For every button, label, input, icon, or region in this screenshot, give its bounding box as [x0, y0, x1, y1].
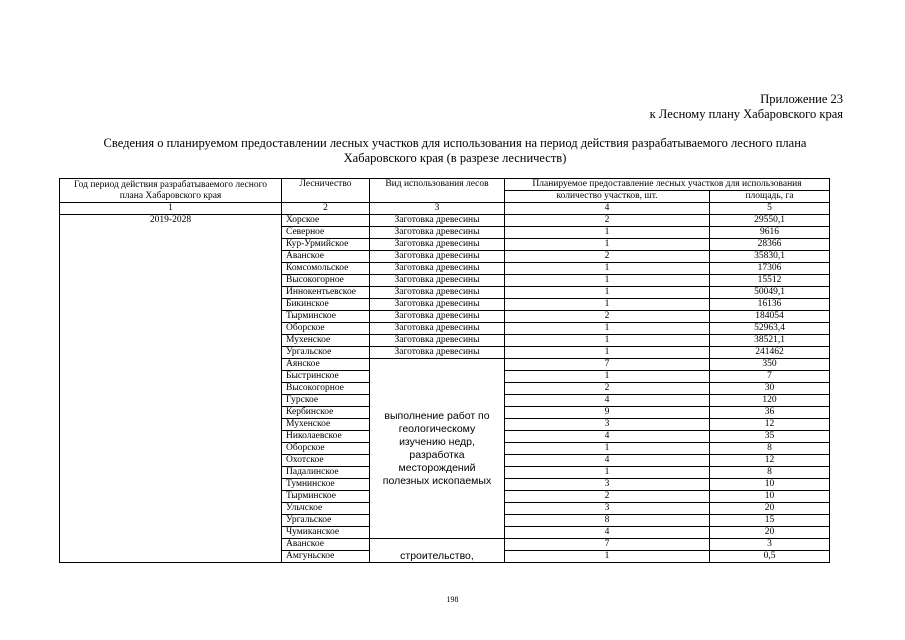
forest-plots-table — [59, 178, 830, 563]
forestry-cell: Кур-Урмийское — [282, 239, 370, 251]
appendix-line-1: Приложение 23 — [760, 92, 843, 106]
count-cell: 1 — [505, 551, 710, 563]
area-cell: 35 — [710, 431, 830, 443]
count-cell: 2 — [505, 311, 710, 323]
forestry-cell: Тырминское — [282, 491, 370, 503]
document-title — [60, 136, 850, 166]
count-cell: 1 — [505, 239, 710, 251]
forestry-cell: Оборское — [282, 443, 370, 455]
use-cell: Заготовка древесины — [370, 287, 505, 299]
count-cell: 2 — [505, 215, 710, 227]
count-cell: 8 — [505, 515, 710, 527]
use-cell: Заготовка древесины — [370, 299, 505, 311]
count-cell: 1 — [505, 263, 710, 275]
table-row — [60, 215, 830, 227]
area-cell: 50049,1 — [710, 287, 830, 299]
count-cell: 1 — [505, 371, 710, 383]
forestry-cell: Быстринское — [282, 371, 370, 383]
area-cell: 38521,1 — [710, 335, 830, 347]
col-number: 1 — [60, 203, 282, 215]
forestry-cell: Чумиканское — [282, 527, 370, 539]
forestry-cell: Северное — [282, 227, 370, 239]
col-number: 4 — [505, 203, 710, 215]
count-cell: 4 — [505, 395, 710, 407]
area-cell: 17306 — [710, 263, 830, 275]
header-area: площадь, га — [710, 191, 830, 203]
header-count: количество участков, шт. — [505, 191, 710, 203]
area-cell: 9616 — [710, 227, 830, 239]
count-cell: 2 — [505, 491, 710, 503]
area-cell: 3 — [710, 539, 830, 551]
area-cell: 52963,4 — [710, 323, 830, 335]
area-cell: 15512 — [710, 275, 830, 287]
forestry-cell: Высокогорное — [282, 383, 370, 395]
col-number: 5 — [710, 203, 830, 215]
forestry-cell: Оборское — [282, 323, 370, 335]
count-cell: 9 — [505, 407, 710, 419]
area-cell: 120 — [710, 395, 830, 407]
area-cell: 10 — [710, 479, 830, 491]
use-cell: Заготовка древесины — [370, 215, 505, 227]
forestry-cell: Ургальское — [282, 347, 370, 359]
use-cell: Заготовка древесины — [370, 251, 505, 263]
forestry-cell: Гурское — [282, 395, 370, 407]
count-cell: 3 — [505, 419, 710, 431]
count-cell: 1 — [505, 335, 710, 347]
count-cell: 7 — [505, 359, 710, 371]
count-cell: 1 — [505, 347, 710, 359]
forestry-cell: Бикинское — [282, 299, 370, 311]
use-cell: Заготовка древесины — [370, 227, 505, 239]
forestry-cell: Мухенское — [282, 419, 370, 431]
use-cell: Заготовка древесины — [370, 275, 505, 287]
use-cell: Заготовка древесины — [370, 335, 505, 347]
area-cell: 29550,1 — [710, 215, 830, 227]
appendix-note — [650, 92, 843, 122]
count-cell: 3 — [505, 479, 710, 491]
area-cell: 15 — [710, 515, 830, 527]
use-cell: Заготовка древесины — [370, 347, 505, 359]
use-cell: Заготовка древесины — [370, 323, 505, 335]
forestry-cell: Аванское — [282, 251, 370, 263]
area-cell: 36 — [710, 407, 830, 419]
count-cell: 3 — [505, 503, 710, 515]
forestry-cell: Ульчское — [282, 503, 370, 515]
area-cell: 184054 — [710, 311, 830, 323]
area-cell: 241462 — [710, 347, 830, 359]
area-cell: 10 — [710, 491, 830, 503]
appendix-line-2: к Лесному плану Хабаровского края — [649, 107, 843, 121]
area-cell: 350 — [710, 359, 830, 371]
use-cell: строительство, — [370, 539, 505, 563]
use-cell: выполнение работ по геологическому изучению недр, разработка месторождений полезных ископаемых — [370, 359, 505, 539]
forestry-cell: Аванское — [282, 539, 370, 551]
count-cell: 1 — [505, 299, 710, 311]
count-cell: 7 — [505, 539, 710, 551]
use-cell: Заготовка древесины — [370, 263, 505, 275]
column-number-row — [60, 203, 830, 215]
area-cell: 16136 — [710, 299, 830, 311]
forestry-cell: Хорское — [282, 215, 370, 227]
area-cell: 20 — [710, 527, 830, 539]
count-cell: 1 — [505, 227, 710, 239]
area-cell: 20 — [710, 503, 830, 515]
count-cell: 1 — [505, 287, 710, 299]
forestry-cell: Охотское — [282, 455, 370, 467]
count-cell: 1 — [505, 323, 710, 335]
header-row — [60, 179, 830, 191]
count-cell: 1 — [505, 275, 710, 287]
header-period: Год период действия разрабатываемого лесного плана Хабаровского края — [60, 179, 282, 203]
area-cell: 12 — [710, 419, 830, 431]
area-cell: 8 — [710, 443, 830, 455]
forestry-cell: Кербинское — [282, 407, 370, 419]
col-number: 3 — [370, 203, 505, 215]
period-cell: 2019-2028 — [60, 215, 282, 563]
area-cell: 12 — [710, 455, 830, 467]
count-cell: 2 — [505, 251, 710, 263]
header-forestry: Лесничество — [282, 179, 370, 203]
title-line-1: Сведения о планируемом предоставлении лесных участков для использования на период действия разрабатываемого лесного плана — [103, 136, 807, 150]
header-planned: Планируемое предоставление лесных участков для использования — [505, 179, 830, 191]
forestry-cell: Падалинское — [282, 467, 370, 479]
forestry-cell: Тырминское — [282, 311, 370, 323]
area-cell: 8 — [710, 467, 830, 479]
forestry-cell: Высокогорное — [282, 275, 370, 287]
forestry-cell: Николаевское — [282, 431, 370, 443]
area-cell: 35830,1 — [710, 251, 830, 263]
forestry-cell: Тумнинское — [282, 479, 370, 491]
forestry-cell: Ургальское — [282, 515, 370, 527]
area-cell: 28366 — [710, 239, 830, 251]
title-line-2: Хабаровского края (в разрезе лесничеств) — [343, 151, 567, 165]
header-use: Вид использования лесов — [370, 179, 505, 203]
use-cell: Заготовка древесины — [370, 311, 505, 323]
count-cell: 4 — [505, 455, 710, 467]
use-cell: Заготовка древесины — [370, 239, 505, 251]
forestry-cell: Аянское — [282, 359, 370, 371]
forestry-cell: Комсомольское — [282, 263, 370, 275]
page-number: 198 — [446, 595, 459, 604]
col-number: 2 — [282, 203, 370, 215]
count-cell: 1 — [505, 443, 710, 455]
count-cell: 4 — [505, 431, 710, 443]
forestry-cell: Иннокентьевское — [282, 287, 370, 299]
area-cell: 7 — [710, 371, 830, 383]
area-cell: 0,5 — [710, 551, 830, 563]
forestry-cell: Амгуньское — [282, 551, 370, 563]
count-cell: 4 — [505, 527, 710, 539]
count-cell: 1 — [505, 467, 710, 479]
count-cell: 2 — [505, 383, 710, 395]
area-cell: 30 — [710, 383, 830, 395]
forestry-cell: Мухенское — [282, 335, 370, 347]
